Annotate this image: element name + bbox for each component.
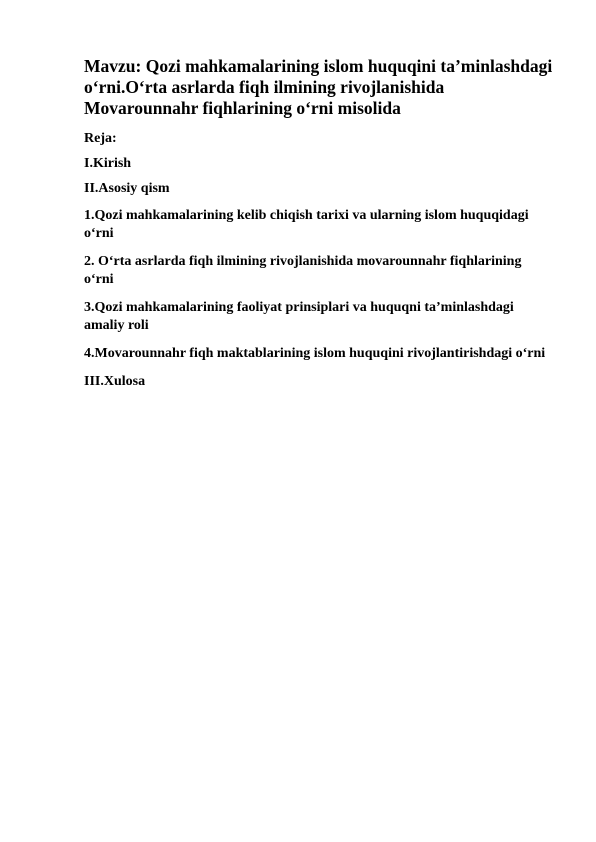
document-title: Mavzu: Qozi mahkamalarining islom huquqini ta’minlashdagi o‘rni.O‘rta asrlarda fiqh ilmining rivojlanishida Movarounnahr fiqhlarining o‘rni misolida — [84, 56, 553, 118]
plan-item-1: 1.Qozi mahkamalarining kelib chiqish tarixi va ularning islom huquqidagi o‘rni — [84, 208, 529, 241]
plan-item-2: 2. O‘rta asrlarda fiqh ilmining rivojlanishida movarounnahr fiqhlarining o‘rni — [84, 254, 522, 287]
conclusion-section: III.Xulosa — [84, 374, 146, 389]
plan-item-4: 4.Movarounnahr fiqh maktablarining islom huquqini rivojlantirishdagi o‘rni — [84, 346, 546, 361]
document-page — [84, 56, 554, 390]
plan-item-3: 3.Qozi mahkamalarining faoliyat prinsiplari va huquqni ta’minlashdagi amaliy roli — [84, 300, 514, 333]
main-part-section: II.Asosiy qism — [84, 181, 170, 196]
intro-section: I.Kirish — [84, 156, 132, 171]
plan-heading: Reja: — [84, 131, 117, 146]
